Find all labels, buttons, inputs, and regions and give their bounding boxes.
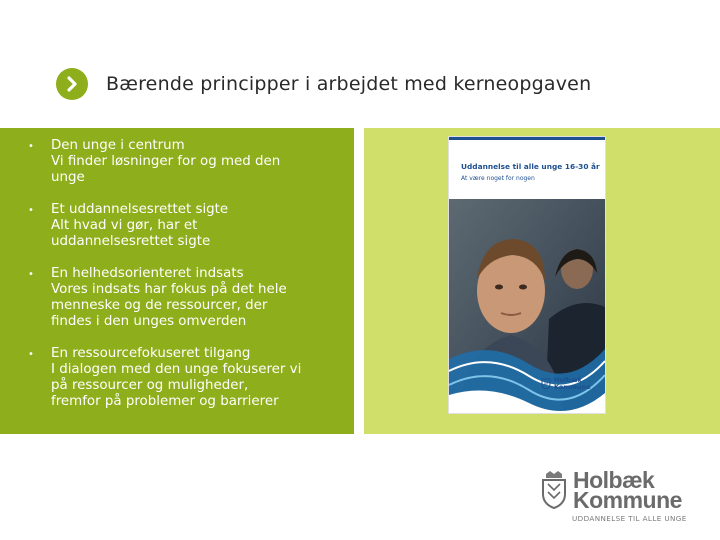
principle-text: Alt hvad vi gør, har et <box>51 218 198 233</box>
bullet-marker: • <box>28 141 34 152</box>
logo-word-kommune: Kommune <box>573 487 682 513</box>
chevron-right-circle-icon <box>56 68 88 100</box>
principle-item <box>28 346 321 410</box>
principle-heading: Den unge i centrum <box>51 138 185 153</box>
principle-heading: Et uddannelsesrettet sigte <box>51 202 229 217</box>
brochure-cover <box>449 137 605 413</box>
principle-text: menneske og de ressourcer, der <box>51 298 268 313</box>
brochure-logo-line2: Kommune <box>554 383 591 391</box>
principle-heading: En ressourcefokuseret tilgang <box>51 346 251 361</box>
brochure-title: Uddannelse til alle unge 16-30 år <box>461 162 600 171</box>
principle-item <box>28 266 321 330</box>
municipality-logo <box>538 467 687 523</box>
principle-text: findes i den unges omverden <box>51 314 247 329</box>
principle-text: uddannelsesrettet sigte <box>51 234 211 249</box>
brochure-logo <box>541 377 591 391</box>
brochure-subtitle: At være noget for nogen <box>461 175 535 182</box>
principle-text: unge <box>51 170 85 185</box>
principle-text: Vores indsats har fokus på det hele <box>51 282 287 297</box>
crest-icon <box>541 378 551 390</box>
bullet-marker: • <box>28 349 34 360</box>
slide-header <box>56 68 591 100</box>
principle-text: I dialogen med den unge fokuserer vi <box>51 362 302 377</box>
slide-title: Bærende principper i arbejdet med kerneopgaven <box>106 73 592 95</box>
principle-text: Vi finder løsninger for og med den <box>51 154 281 169</box>
principles-panel <box>0 128 354 434</box>
bullet-marker: • <box>28 205 34 216</box>
principle-item <box>28 202 321 250</box>
logo-tagline: UDDANNELSE TIL ALLE UNGE <box>572 514 687 523</box>
brochure-header <box>449 137 605 202</box>
bullet-marker: • <box>28 269 34 280</box>
brochure-logo-line1: Holbæk <box>554 376 582 384</box>
principles-list <box>0 128 354 410</box>
principle-text: fremfor på problemer og barrierer <box>51 394 279 409</box>
principle-text: på ressourcer og muligheder, <box>51 378 249 393</box>
crest-icon <box>538 470 570 510</box>
logo-word-holbaek: Holbæk <box>573 467 655 493</box>
principle-item <box>28 138 321 186</box>
principle-heading: En helhedsorienteret indsats <box>51 266 244 281</box>
